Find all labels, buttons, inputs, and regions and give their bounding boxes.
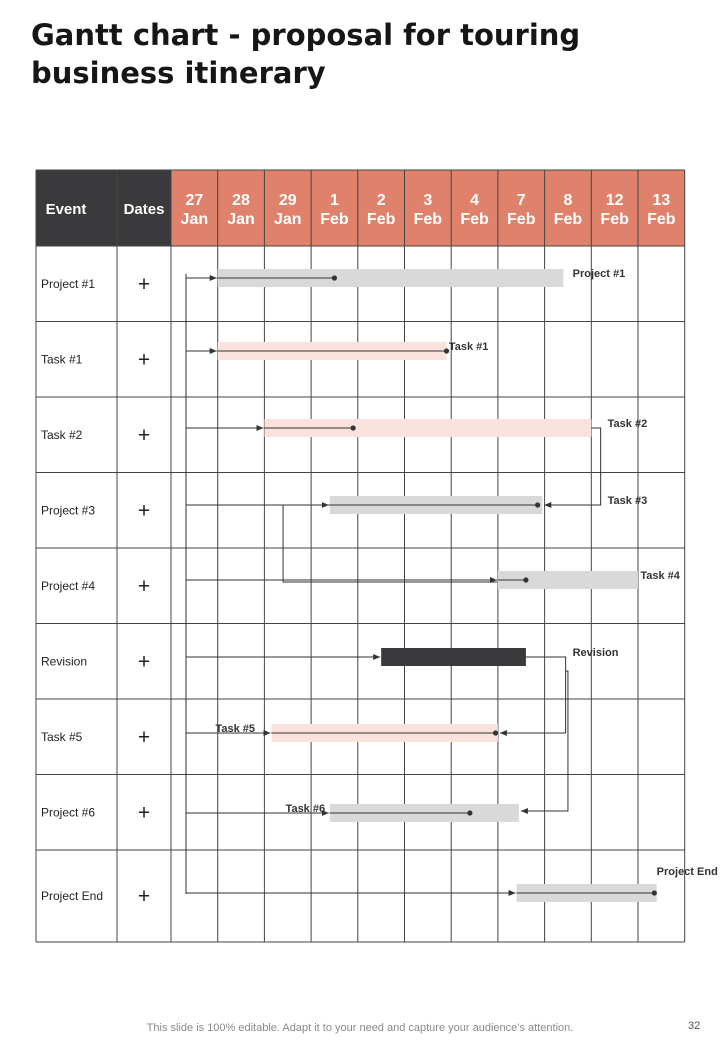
date-month-label: Feb: [600, 211, 629, 228]
date-month-label: Feb: [507, 211, 536, 228]
row-event-label: Task #1: [41, 352, 83, 367]
date-day-label: 7: [516, 192, 526, 209]
date-month-label: Feb: [320, 211, 349, 228]
date-day-label: 13: [652, 192, 671, 209]
page-number: 32: [688, 1020, 701, 1032]
date-month-label: Feb: [647, 211, 676, 228]
row-dates-plus: +: [137, 801, 151, 825]
row-dates-plus: +: [137, 423, 151, 447]
dependency-connector: [500, 657, 566, 733]
date-day-label: 12: [605, 192, 624, 209]
bar-label: Task #2: [607, 418, 648, 430]
date-day-label: 27: [185, 192, 204, 209]
date-month-label: Feb: [366, 211, 396, 228]
date-day-label: 28: [232, 192, 250, 209]
gantt-bar: [381, 648, 526, 666]
bar-marker-dot: [467, 810, 472, 815]
bar-marker-dot: [351, 425, 356, 430]
row-dates-plus: +: [137, 650, 151, 674]
row-event-label: Project #1: [41, 276, 96, 291]
bar-label: Task #4: [640, 570, 680, 582]
row-event-label: Project #3: [41, 503, 96, 518]
bar-label: Task #1: [448, 341, 489, 353]
bar-marker-dot: [523, 577, 528, 582]
date-day-label: 1: [329, 192, 339, 209]
footer-note: This slide is 100% editable. Adapt it to your need and capture your audience’s attention.: [146, 1022, 574, 1034]
bar-label: Project #1: [572, 268, 626, 280]
bar-label: Task #6: [285, 803, 326, 815]
date-day-label: 29: [278, 192, 297, 209]
page-title: Gantt chart - proposal for touring business itinerary: [31, 18, 581, 90]
row-dates-plus: +: [137, 885, 151, 908]
row-dates-plus: +: [137, 499, 151, 523]
date-day-label: 3: [423, 192, 433, 209]
row-event-label: Task #5: [41, 729, 83, 744]
row-event-label: Project #6: [41, 805, 96, 820]
date-month-label: Feb: [553, 211, 583, 228]
date-month-label: Jan: [227, 211, 255, 228]
date-month-label: Feb: [413, 211, 443, 228]
row-event-label: Project #4: [41, 578, 96, 593]
bar-label: Project End: [656, 866, 718, 878]
dependency-connector: [544, 428, 600, 505]
row-event-label: Task #2: [41, 427, 83, 442]
row-event-label: Revision: [41, 654, 88, 669]
bar-marker-dot: [535, 502, 540, 507]
date-day-label: 2: [376, 192, 386, 209]
date-day-label: 4: [470, 192, 480, 209]
row-event-label: Project End: [41, 889, 104, 903]
row-dates-plus: +: [137, 574, 151, 598]
bar-marker-dot: [493, 730, 498, 735]
bar-label: Task #5: [215, 723, 256, 735]
row-dates-plus: +: [137, 272, 151, 296]
bar-marker-dot: [332, 275, 337, 280]
date-month-label: Jan: [273, 211, 302, 228]
bar-label: Revision: [572, 647, 619, 659]
row-dates-plus: +: [137, 725, 151, 749]
header-dates-label: Dates: [123, 201, 165, 218]
date-month-label: Feb: [460, 211, 489, 228]
date-day-label: 8: [563, 192, 573, 209]
dependency-connector: [283, 505, 497, 582]
row-dates-plus: +: [137, 348, 151, 372]
header-event-label: Event: [45, 201, 87, 218]
bar-label: Task #3: [607, 495, 648, 507]
date-month-label: Jan: [180, 211, 209, 228]
bar-marker-dot: [652, 890, 657, 895]
